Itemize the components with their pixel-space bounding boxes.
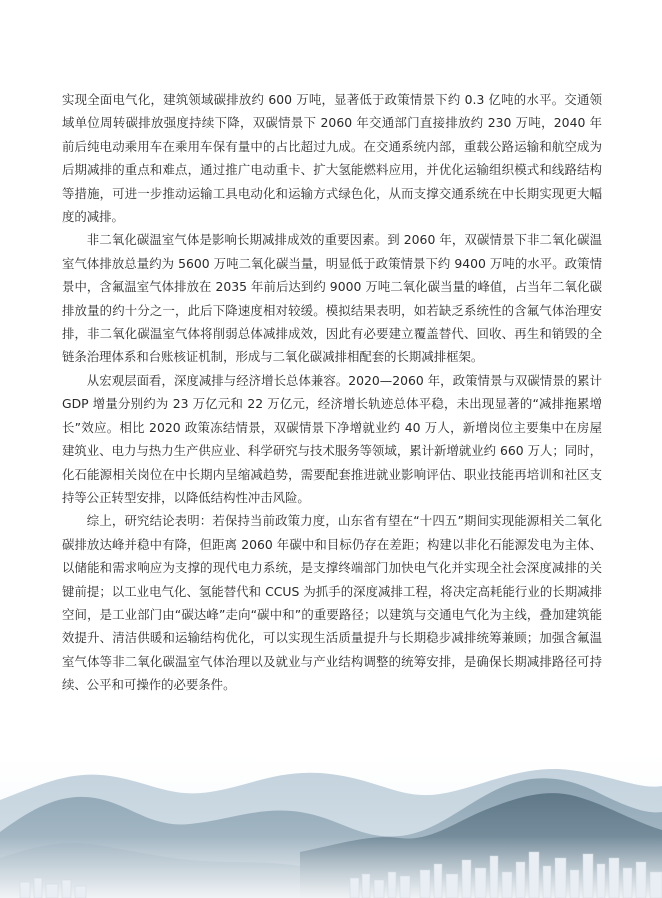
body-text: [62, 88, 602, 697]
paragraph-macro-economy: 从宏观层面看，深度减排与经济增长总体兼容。2020—2060 年，政策情景与双碳情景的累计 GDP 增量分别约为 23 万亿元和 22 万亿元，经济增长轨迹总体平稳，未出现显著的“减排拖累增长”效应。相比 2020 政策冻结情景，双碳情景下净增就业约 40 万人，新增岗位主要集中在房屋建筑业、电力与热力生产供应业、科学研究与技术服务等领域，累计新增就业约 660 万人；同时，化石能源相关岗位在中长期内呈缩减趋势，需要配套推进就业影响评估、职业技能再培训和社区支持等公正转型安排，以降低结构性冲击风险。: [62, 372, 602, 505]
paragraph-electrification: 实现全面电气化，建筑领域碳排放约 600 万吨，显著低于政策情景下约 0.3 亿吨的水平。交通领域单位周转碳排放强度持续下降，双碳情景下 2060 年交通部门直接排放约 230 万吨，2040 年前后纯电动乘用车在乘用车保有量中的占比超过九成。在交通系统内部，重载公路运输和航空成为后期减排的重点和难点，通过推广电动重卡、扩大氢能燃料应用，并优化运输组织模式和线路结构等措施，可进一步推动运输工具电动化和运输方式绿色化，从而支撑交通系统在中长期实现更大幅度的减排。: [62, 92, 602, 225]
paragraph-conclusion: 综上，研究结论表明：若保持当前政策力度，山东省有望在“十四五”期间实现能源相关二氧化碳排放达峰并稳中有降，但距离 2060 年碳中和目标仍存在差距；构建以非化石能源发电为主体、以储能和需求响应为支撑的现代电力系统，是支撑终端部门加快电气化并实现全社会深度减排的关键前提；以工业电气化、氢能替代和 CCUS 为抓手的深度减排工程，将决定高耗能行业的长期减排空间，是工业部门由“碳达峰”走向“碳中和”的重要路径；以建筑与交通电气化为主线，叠加建筑能效提升、清洁供暖和运输结构优化，可以实现生活质量提升与长期稳步减排统筹兼顾；加强含氟温室气体等非二氧化碳温室气体治理以及就业与产业结构调整的统筹安排，是确保长期减排路径可持续、公平和可操作的必要条件。: [62, 513, 602, 693]
mountain-landscape-illustration: [0, 740, 662, 898]
paragraph-non-co2-gases: 非二氧化碳温室气体是影响长期减排成效的重要因素。到 2060 年，双碳情景下非二氧化碳温室气体排放总量约为 5600 万吨二氧化碳当量，明显低于政策情景下约 9400 万吨的水平。政策情景中，含氟温室气体排放在 2035 年前后达到约 9000 万吨二氧化碳当量的峰值，占当年二氧化碳排放量的约十分之一，此后下降速度相对较缓。模拟结果表明，如若缺乏系统性的含氟气体治理安排，非二氧化碳温室气体将削弱总体减排成效，因此有必要建立覆盖替代、回收、再生和销毁的全链条治理体系和台账核证机制，形成与二氧化碳减排相配套的长期减排框架。: [62, 232, 602, 365]
